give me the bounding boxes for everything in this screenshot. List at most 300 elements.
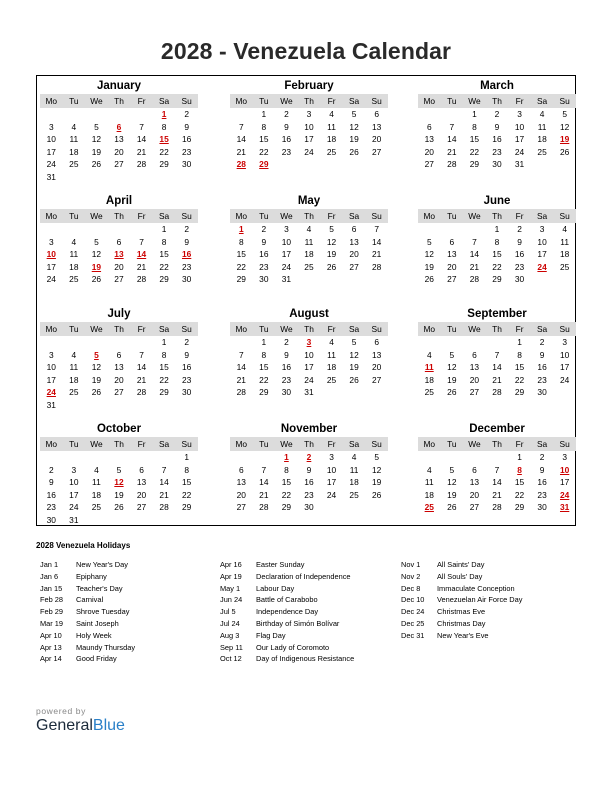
day-cell[interactable]: 3	[306, 337, 312, 347]
day-cell[interactable]: 15	[281, 477, 292, 488]
day-cell[interactable]: 17	[281, 249, 292, 260]
day-cell[interactable]: 5	[449, 349, 455, 360]
day-cell[interactable]: 7	[261, 464, 267, 475]
day-cell[interactable]: 10	[326, 464, 337, 475]
day-cell[interactable]: 16	[281, 134, 292, 145]
day-cell[interactable]: 12	[447, 362, 457, 373]
day-cell[interactable]: 13	[447, 249, 457, 260]
day-cell[interactable]: 9	[184, 349, 189, 360]
day-cell[interactable]: 16	[537, 362, 547, 373]
day-cell[interactable]: 4	[306, 224, 312, 234]
day-cell[interactable]: 10	[559, 464, 570, 475]
day-cell[interactable]: 29	[159, 274, 169, 285]
day-cell[interactable]: 12	[371, 464, 382, 475]
day-cell[interactable]: 21	[236, 146, 246, 157]
day-cell[interactable]: 23	[46, 502, 56, 513]
day-cell[interactable]: 11	[69, 249, 79, 260]
day-cell[interactable]: 24	[69, 502, 79, 513]
day-cell[interactable]: 12	[91, 249, 102, 260]
day-cell[interactable]: 11	[69, 362, 79, 373]
day-cell[interactable]: 9	[517, 236, 522, 247]
day-cell[interactable]: 19	[91, 146, 102, 157]
day-cell[interactable]: 22	[181, 489, 192, 500]
day-cell[interactable]: 8	[161, 121, 167, 132]
day-cell[interactable]: 15	[159, 134, 169, 145]
day-cell[interactable]: 13	[236, 477, 246, 488]
day-cell[interactable]: 18	[349, 477, 359, 488]
day-cell[interactable]: 28	[371, 261, 382, 272]
day-cell[interactable]: 26	[91, 274, 102, 285]
day-cell[interactable]: 24	[559, 489, 570, 500]
day-cell[interactable]: 22	[259, 146, 269, 157]
day-cell[interactable]: 19	[424, 261, 434, 272]
day-cell[interactable]: 16	[181, 362, 192, 373]
day-cell[interactable]: 14	[236, 362, 246, 373]
day-cell[interactable]: 27	[236, 502, 246, 513]
day-cell[interactable]: 12	[349, 349, 359, 360]
day-cell[interactable]: 19	[349, 362, 359, 373]
day-cell[interactable]: 19	[371, 477, 382, 488]
day-cell[interactable]: 8	[238, 236, 244, 247]
day-cell[interactable]: 17	[537, 249, 547, 260]
day-cell[interactable]: 28	[236, 159, 246, 170]
day-cell[interactable]: 4	[562, 224, 567, 234]
day-cell[interactable]: 8	[517, 464, 522, 475]
day-cell[interactable]: 5	[94, 121, 99, 132]
day-cell[interactable]: 31	[69, 514, 79, 525]
day-cell[interactable]: 31	[46, 171, 56, 182]
day-cell[interactable]: 17	[69, 489, 79, 500]
day-cell[interactable]: 8	[261, 349, 267, 360]
day-cell[interactable]: 1	[284, 452, 289, 462]
day-cell[interactable]: 31	[514, 159, 525, 170]
day-cell[interactable]: 9	[284, 349, 289, 360]
day-cell[interactable]: 10	[69, 477, 79, 488]
day-cell[interactable]: 21	[136, 261, 147, 272]
day-cell[interactable]: 4	[426, 349, 432, 360]
day-cell[interactable]: 24	[281, 261, 292, 272]
day-cell[interactable]: 11	[304, 236, 314, 247]
day-cell[interactable]: 24	[559, 374, 570, 385]
day-cell[interactable]: 3	[48, 121, 54, 132]
day-cell[interactable]: 9	[539, 464, 545, 475]
day-cell[interactable]: 21	[136, 374, 147, 385]
day-cell[interactable]: 1	[261, 337, 267, 347]
day-cell[interactable]: 16	[46, 489, 56, 500]
day-cell[interactable]: 21	[136, 146, 147, 157]
day-cell[interactable]: 3	[48, 349, 54, 360]
day-cell[interactable]: 4	[71, 121, 77, 132]
day-cell[interactable]: 30	[304, 502, 314, 513]
day-cell[interactable]: 15	[159, 249, 169, 260]
day-cell[interactable]: 19	[91, 374, 102, 385]
day-cell[interactable]: 8	[184, 464, 189, 475]
day-cell[interactable]: 17	[559, 477, 570, 488]
day-cell[interactable]: 13	[371, 349, 382, 360]
day-cell[interactable]: 13	[469, 477, 480, 488]
day-cell[interactable]: 20	[114, 374, 124, 385]
day-cell[interactable]: 8	[494, 236, 500, 247]
day-cell[interactable]: 27	[371, 146, 382, 157]
day-cell[interactable]: 7	[494, 349, 500, 360]
day-cell[interactable]: 1	[517, 452, 522, 462]
day-cell[interactable]: 12	[326, 236, 337, 247]
day-cell[interactable]: 28	[136, 159, 147, 170]
day-cell[interactable]: 8	[472, 121, 477, 132]
day-cell[interactable]: 7	[472, 236, 477, 247]
day-cell[interactable]: 3	[306, 109, 312, 119]
day-cell[interactable]: 29	[259, 387, 269, 398]
day-cell[interactable]: 11	[560, 236, 569, 247]
day-cell[interactable]: 6	[472, 349, 477, 360]
day-cell[interactable]: 30	[46, 514, 56, 525]
day-cell[interactable]: 22	[469, 146, 480, 157]
day-cell[interactable]: 31	[281, 274, 292, 285]
day-cell[interactable]: 23	[281, 146, 292, 157]
day-cell[interactable]: 17	[304, 134, 314, 145]
day-cell[interactable]: 27	[114, 274, 124, 285]
day-cell[interactable]: 30	[281, 387, 292, 398]
day-cell[interactable]: 9	[184, 121, 189, 132]
day-cell[interactable]: 29	[469, 159, 480, 170]
day-cell[interactable]: 16	[514, 249, 525, 260]
day-cell[interactable]: 11	[424, 362, 434, 373]
day-cell[interactable]: 7	[139, 236, 144, 247]
day-cell[interactable]: 20	[371, 134, 382, 145]
day-cell[interactable]: 26	[559, 146, 570, 157]
day-cell[interactable]: 22	[259, 374, 269, 385]
day-cell[interactable]: 20	[114, 261, 124, 272]
day-cell[interactable]: 7	[449, 121, 455, 132]
day-cell[interactable]: 28	[492, 502, 502, 513]
day-cell[interactable]: 18	[69, 374, 79, 385]
day-cell[interactable]: 5	[426, 236, 432, 247]
day-cell[interactable]: 11	[537, 121, 547, 132]
day-cell[interactable]: 19	[326, 249, 337, 260]
day-cell[interactable]: 19	[447, 374, 457, 385]
day-cell[interactable]: 28	[236, 387, 246, 398]
day-cell[interactable]: 17	[46, 374, 56, 385]
day-cell[interactable]: 16	[492, 134, 502, 145]
day-cell[interactable]: 31	[304, 387, 314, 398]
day-cell[interactable]: 29	[159, 387, 169, 398]
day-cell[interactable]: 5	[449, 464, 455, 475]
day-cell[interactable]: 25	[424, 387, 434, 398]
day-cell[interactable]: 17	[559, 362, 570, 373]
day-cell[interactable]: 27	[371, 374, 382, 385]
day-cell[interactable]: 20	[114, 146, 124, 157]
day-cell[interactable]: 16	[281, 362, 292, 373]
day-cell[interactable]: 14	[492, 477, 502, 488]
day-cell[interactable]: 23	[537, 374, 547, 385]
day-cell[interactable]: 29	[514, 502, 525, 513]
day-cell[interactable]: 9	[184, 236, 189, 247]
day-cell[interactable]: 25	[304, 261, 314, 272]
day-cell[interactable]: 12	[447, 477, 457, 488]
day-cell[interactable]: 7	[139, 121, 144, 132]
day-cell[interactable]: 5	[329, 224, 334, 234]
day-cell[interactable]: 30	[181, 159, 192, 170]
day-cell[interactable]: 1	[161, 337, 167, 347]
day-cell[interactable]: 13	[114, 249, 124, 260]
day-cell[interactable]: 13	[136, 477, 147, 488]
day-cell[interactable]: 30	[492, 159, 502, 170]
day-cell[interactable]: 7	[494, 464, 500, 475]
day-cell[interactable]: 21	[492, 374, 502, 385]
day-cell[interactable]: 13	[114, 134, 124, 145]
day-cell[interactable]: 9	[284, 121, 289, 132]
day-cell[interactable]: 6	[374, 337, 379, 347]
day-cell[interactable]: 16	[181, 134, 192, 145]
day-cell[interactable]: 14	[136, 362, 147, 373]
day-cell[interactable]: 4	[426, 464, 432, 475]
day-cell[interactable]: 2	[306, 452, 312, 462]
day-cell[interactable]: 15	[159, 362, 169, 373]
day-cell[interactable]: 25	[559, 261, 570, 272]
day-cell[interactable]: 6	[139, 464, 144, 475]
day-cell[interactable]: 20	[136, 489, 147, 500]
day-cell[interactable]: 16	[304, 477, 314, 488]
day-cell[interactable]: 30	[181, 274, 192, 285]
day-cell[interactable]: 21	[259, 489, 269, 500]
day-cell[interactable]: 14	[259, 477, 269, 488]
day-cell[interactable]: 2	[539, 337, 545, 347]
day-cell[interactable]: 19	[114, 489, 124, 500]
day-cell[interactable]: 5	[374, 452, 379, 462]
day-cell[interactable]: 12	[91, 362, 102, 373]
day-cell[interactable]: 25	[69, 274, 79, 285]
day-cell[interactable]: 24	[514, 146, 525, 157]
day-cell[interactable]: 4	[329, 109, 334, 119]
day-cell[interactable]: 25	[537, 146, 547, 157]
day-cell[interactable]: 19	[447, 489, 457, 500]
day-cell[interactable]: 20	[424, 146, 434, 157]
day-cell[interactable]: 23	[259, 261, 269, 272]
day-cell[interactable]: 13	[469, 362, 480, 373]
day-cell[interactable]: 18	[326, 134, 337, 145]
day-cell[interactable]: 30	[181, 387, 192, 398]
day-cell[interactable]: 13	[349, 236, 359, 247]
day-cell[interactable]: 16	[259, 249, 269, 260]
day-cell[interactable]: 20	[469, 489, 480, 500]
day-cell[interactable]: 6	[472, 464, 477, 475]
day-cell[interactable]: 25	[69, 387, 79, 398]
day-cell[interactable]: 18	[424, 489, 434, 500]
day-cell[interactable]: 1	[494, 224, 500, 234]
day-cell[interactable]: 21	[236, 374, 246, 385]
day-cell[interactable]: 15	[259, 362, 269, 373]
day-cell[interactable]: 28	[447, 159, 457, 170]
day-cell[interactable]: 11	[424, 477, 434, 488]
day-cell[interactable]: 26	[114, 502, 124, 513]
day-cell[interactable]: 18	[304, 249, 314, 260]
day-cell[interactable]: 29	[514, 387, 525, 398]
day-cell[interactable]: 4	[71, 236, 77, 247]
day-cell[interactable]: 8	[161, 349, 167, 360]
day-cell[interactable]: 8	[284, 464, 289, 475]
day-cell[interactable]: 30	[537, 502, 547, 513]
day-cell[interactable]: 23	[181, 374, 192, 385]
day-cell[interactable]: 26	[447, 387, 457, 398]
day-cell[interactable]: 24	[46, 387, 56, 398]
day-cell[interactable]: 26	[371, 489, 382, 500]
day-cell[interactable]: 10	[46, 249, 56, 260]
day-cell[interactable]: 22	[159, 146, 169, 157]
day-cell[interactable]: 14	[469, 249, 480, 260]
day-cell[interactable]: 13	[371, 121, 382, 132]
day-cell[interactable]: 4	[94, 464, 99, 475]
day-cell[interactable]: 18	[69, 146, 79, 157]
day-cell[interactable]: 23	[181, 261, 192, 272]
day-cell[interactable]: 18	[69, 261, 79, 272]
day-cell[interactable]: 26	[349, 146, 359, 157]
day-cell[interactable]: 10	[304, 121, 314, 132]
day-cell[interactable]: 16	[537, 477, 547, 488]
day-cell[interactable]: 28	[159, 502, 169, 513]
day-cell[interactable]: 25	[69, 159, 79, 170]
day-cell[interactable]: 5	[351, 337, 357, 347]
day-cell[interactable]: 22	[159, 374, 169, 385]
day-cell[interactable]: 18	[559, 249, 570, 260]
day-cell[interactable]: 22	[492, 261, 502, 272]
day-cell[interactable]: 2	[539, 452, 545, 462]
day-cell[interactable]: 15	[492, 249, 502, 260]
day-cell[interactable]: 3	[284, 224, 289, 234]
day-cell[interactable]: 27	[114, 387, 124, 398]
day-cell[interactable]: 5	[116, 464, 122, 475]
day-cell[interactable]: 14	[447, 134, 457, 145]
day-cell[interactable]: 26	[447, 502, 457, 513]
day-cell[interactable]: 24	[46, 274, 56, 285]
day-cell[interactable]: 27	[424, 159, 434, 170]
day-cell[interactable]: 17	[46, 261, 56, 272]
day-cell[interactable]: 14	[236, 134, 246, 145]
day-cell[interactable]: 14	[492, 362, 502, 373]
day-cell[interactable]: 3	[71, 464, 77, 475]
day-cell[interactable]: 19	[559, 134, 570, 145]
day-cell[interactable]: 4	[71, 349, 77, 360]
day-cell[interactable]: 26	[91, 159, 102, 170]
day-cell[interactable]: 23	[304, 489, 314, 500]
day-cell[interactable]: 29	[159, 159, 169, 170]
day-cell[interactable]: 19	[91, 261, 102, 272]
day-cell[interactable]: 2	[517, 224, 522, 234]
day-cell[interactable]: 29	[492, 274, 502, 285]
day-cell[interactable]: 11	[327, 121, 336, 132]
day-cell[interactable]: 6	[351, 224, 357, 234]
day-cell[interactable]: 18	[91, 489, 102, 500]
day-cell[interactable]: 6	[238, 464, 244, 475]
day-cell[interactable]: 28	[492, 387, 502, 398]
day-cell[interactable]: 2	[261, 224, 267, 234]
day-cell[interactable]: 30	[537, 387, 547, 398]
day-cell[interactable]: 15	[181, 477, 192, 488]
day-cell[interactable]: 25	[326, 374, 337, 385]
day-cell[interactable]: 5	[351, 109, 357, 119]
day-cell[interactable]: 21	[469, 261, 480, 272]
day-cell[interactable]: 25	[424, 502, 434, 513]
day-cell[interactable]: 18	[326, 362, 337, 373]
day-cell[interactable]: 12	[349, 121, 359, 132]
day-cell[interactable]: 14	[371, 236, 382, 247]
day-cell[interactable]: 6	[426, 121, 432, 132]
day-cell[interactable]: 27	[114, 159, 124, 170]
day-cell[interactable]: 2	[184, 109, 189, 119]
day-cell[interactable]: 17	[304, 362, 314, 373]
day-cell[interactable]: 7	[139, 349, 144, 360]
day-cell[interactable]: 13	[424, 134, 434, 145]
day-cell[interactable]: 16	[181, 249, 192, 260]
day-cell[interactable]: 7	[238, 121, 244, 132]
day-cell[interactable]: 1	[261, 109, 267, 119]
day-cell[interactable]: 1	[517, 337, 522, 347]
day-cell[interactable]: 14	[136, 249, 147, 260]
day-cell[interactable]: 13	[114, 362, 124, 373]
day-cell[interactable]: 11	[349, 464, 359, 475]
day-cell[interactable]: 10	[46, 362, 56, 373]
day-cell[interactable]: 24	[304, 374, 314, 385]
day-cell[interactable]: 26	[424, 274, 434, 285]
day-cell[interactable]: 1	[472, 109, 477, 119]
day-cell[interactable]: 25	[91, 502, 102, 513]
day-cell[interactable]: 3	[562, 337, 567, 347]
day-cell[interactable]: 31	[559, 502, 570, 513]
day-cell[interactable]: 15	[469, 134, 480, 145]
day-cell[interactable]: 23	[514, 261, 525, 272]
day-cell[interactable]: 21	[371, 249, 382, 260]
day-cell[interactable]: 15	[236, 249, 246, 260]
day-cell[interactable]: 20	[236, 489, 246, 500]
day-cell[interactable]: 2	[184, 337, 189, 347]
day-cell[interactable]: 3	[517, 109, 522, 119]
day-cell[interactable]: 8	[261, 121, 267, 132]
day-cell[interactable]: 23	[492, 146, 502, 157]
day-cell[interactable]: 1	[184, 452, 189, 462]
day-cell[interactable]: 1	[161, 224, 167, 234]
day-cell[interactable]: 9	[261, 236, 267, 247]
day-cell[interactable]: 24	[326, 489, 337, 500]
day-cell[interactable]: 11	[327, 349, 336, 360]
day-cell[interactable]: 21	[159, 489, 169, 500]
day-cell[interactable]: 11	[92, 477, 101, 488]
day-cell[interactable]: 24	[537, 261, 547, 272]
day-cell[interactable]: 26	[326, 261, 337, 272]
day-cell[interactable]: 12	[114, 477, 124, 488]
day-cell[interactable]: 9	[494, 121, 500, 132]
day-cell[interactable]: 26	[349, 374, 359, 385]
day-cell[interactable]: 25	[326, 146, 337, 157]
day-cell[interactable]: 28	[136, 387, 147, 398]
day-cell[interactable]: 22	[159, 261, 169, 272]
day-cell[interactable]: 14	[136, 134, 147, 145]
day-cell[interactable]: 27	[469, 387, 480, 398]
day-cell[interactable]: 6	[374, 109, 379, 119]
day-cell[interactable]: 31	[46, 399, 56, 410]
day-cell[interactable]: 10	[281, 236, 292, 247]
day-cell[interactable]: 10	[537, 236, 547, 247]
day-cell[interactable]: 2	[284, 337, 289, 347]
day-cell[interactable]: 10	[559, 349, 570, 360]
day-cell[interactable]: 9	[539, 349, 545, 360]
day-cell[interactable]: 21	[447, 146, 457, 157]
day-cell[interactable]: 9	[306, 464, 312, 475]
day-cell[interactable]: 2	[284, 109, 289, 119]
day-cell[interactable]: 11	[69, 134, 79, 145]
day-cell[interactable]: 5	[94, 349, 99, 360]
day-cell[interactable]: 22	[281, 489, 292, 500]
day-cell[interactable]: 3	[329, 452, 334, 462]
day-cell[interactable]: 23	[537, 489, 547, 500]
